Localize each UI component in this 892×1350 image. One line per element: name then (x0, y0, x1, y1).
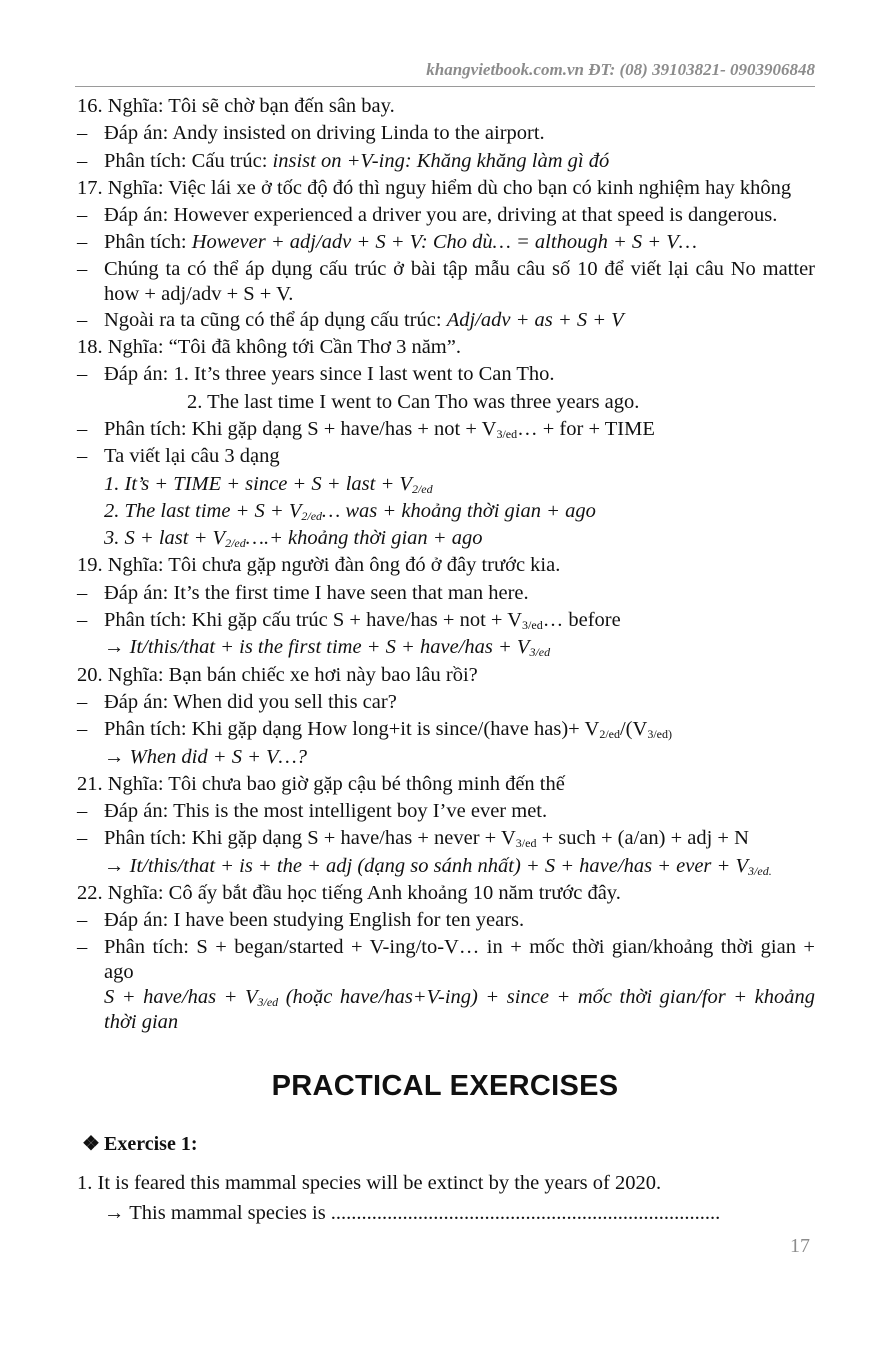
answer-list (77, 93, 815, 1035)
item-20-analysis: – Phân tích: Khi gặp dạng How long+it is since/(have $has)+ V_{2/ed}/(V_{3/ed)}$ (77, 716, 815, 743)
dash-bullet: – (77, 935, 88, 958)
exercise-answer-prompt: → This mammal species is ............................................................................ (104, 1202, 721, 1224)
header-rule (75, 86, 815, 87)
item-22-rule: S + have/has + $V_{3/ed}$ (hoặc have/has+V-ing) + since + mốc thời gian/for + khoảng thời gian (104, 985, 816, 1033)
dash-bullet: – (77, 581, 88, 604)
dash-bullet: – (77, 609, 88, 632)
dash-bullet: – (77, 827, 88, 850)
item-18-answer: – Đáp án: 1. It’s three years since I last went to Can Tho. (77, 361, 815, 388)
dash-bullet: – (77, 231, 88, 254)
item-17-analysis: – Phân tích: However + adj/adv + S + V: Cho dù… = although + S + V… (77, 229, 815, 256)
dash-bullet: – (77, 690, 88, 713)
item-22-answer: – Đáp án: I have been studying English for ten years. (77, 907, 815, 934)
dash-bullet: – (77, 122, 88, 145)
item-17-extra: – Ngoài ra ta cũng có thể áp dụng cấu trúc: Adj/adv + as + S + V (77, 307, 815, 334)
item-16-analysis: – Phân tích: Cấu trúc: insist on +V-ing: Khăng khăng làm gì đó (77, 148, 815, 175)
item-20-answer: – Đáp án: When did you sell this car? (77, 689, 815, 716)
item-18-answer-2: 2. The last time I went to Can Tho was three years ago. (187, 390, 640, 413)
dash-bullet: – (77, 718, 88, 741)
dash-bullet: – (77, 257, 88, 280)
item-21-meaning: 21. Nghĩa: Tôi chưa bao giờ gặp cậu bé thông minh đến thế (77, 772, 565, 795)
item-18-meaning: 18. Nghĩa: “Tôi đã không tới Cần Thơ 3 năm”. (77, 336, 461, 359)
item-22-analysis: – Phân tích: S + began/started + V-ing/to-V… in + mốc thời gian/khoảng thời gian + ago (77, 935, 815, 983)
item-21-analysis: – Phân tích: Khi gặp dạng S + have/has + never + $V_{3/ed}$ + such + (a/an) + adj + N (77, 825, 815, 852)
item-21-answer: – Đáp án: This is the most intelligent boy I’ve ever met. (77, 798, 815, 825)
exercise-question: 1. It is feared this mammal species will be extinct by the years of 2020. (77, 1172, 662, 1194)
page-header: khangvietbook.com.vn ĐT: (08) 39103821- 0903906848 (426, 60, 815, 79)
dash-bullet: – (77, 149, 88, 172)
item-18-analysis: – Phân tích: Khi gặp dạng S + have/has + not + $V_{3/ed}\dots$ + for + TIME (77, 416, 815, 443)
diamond-bullet-icon: ❖ (82, 1133, 100, 1155)
dash-bullet: – (77, 308, 88, 331)
item-22-meaning: 22. Nghĩa: Cô ấy bắt đầu học tiếng Anh khoảng 10 năm trước đây. (77, 882, 621, 905)
section-title: PRACTICAL EXERCISES (271, 1070, 619, 1102)
item-16-answer: – Đáp án: Andy insisted on driving Linda to the airport. (77, 120, 815, 147)
item-18-form-2: 2. The last time + $S + V_{2/ed}\dots$ was + khoảng thời gian + ago (104, 499, 596, 523)
item-19-meaning: 19. Nghĩa: Tôi chưa gặp người đàn ông đó ở đây trước kia. (77, 554, 561, 577)
dash-bullet: – (77, 204, 88, 227)
page-number: 17 (790, 1235, 810, 1257)
item-17-note: – Chúng ta có thể áp dụng cấu trúc ở bài tập mẫu câu số 10 để viết lại câu No matter how + adj/adv + S + V. (77, 257, 815, 305)
dash-bullet: – (77, 445, 88, 468)
dash-bullet: – (77, 909, 88, 932)
item-21-rule: → It/this/that + is + the + adj (dạng so sánh nhất) + S + have/has + ever + $V_{3/ed.}$ (104, 854, 772, 878)
item-18-form-3: 3. S + last + $V_{2/ed}\dots.+$ khoảng thời gian + ago (104, 527, 483, 551)
item-19-rule: → It/this/that + is the first time + S + have/has + $V_{3/ed}$ (104, 636, 551, 660)
item-19-analysis: – Phân tích: Khi gặp cấu trúc S + have/has + not + $V_{3/ed}\dots$ before (77, 607, 815, 634)
dash-bullet: – (77, 417, 88, 440)
item-17-meaning: 17. Nghĩa: Việc lái xe ở tốc độ đó thì nguy hiểm dù cho bạn có kinh nghiệm hay không (77, 176, 792, 199)
item-20-rule: → When did + S + V…? (104, 745, 308, 768)
item-17-answer: – Đáp án: However experienced a driver you are, driving at that speed is dangerous. (77, 202, 815, 229)
item-20-meaning: 20. Nghĩa: Bạn bán chiếc xe hơi này bao lâu rồi? (77, 663, 478, 686)
dash-bullet: – (77, 363, 88, 386)
item-16-meaning: 16. Nghĩa: Tôi sẽ chờ bạn đến sân bay. (77, 95, 395, 117)
exercise-heading: ❖ Exercise 1: (82, 1133, 198, 1155)
dash-bullet: – (77, 800, 88, 823)
item-19-answer: – Đáp án: It’s the first time I have seen that man here. (77, 580, 815, 607)
item-18-rewrite: – Ta viết lại câu 3 dạng (77, 443, 815, 470)
item-18-form-1: 1. It’s + TIME + since + S + last + $V_{2/ed}$ (104, 472, 433, 496)
